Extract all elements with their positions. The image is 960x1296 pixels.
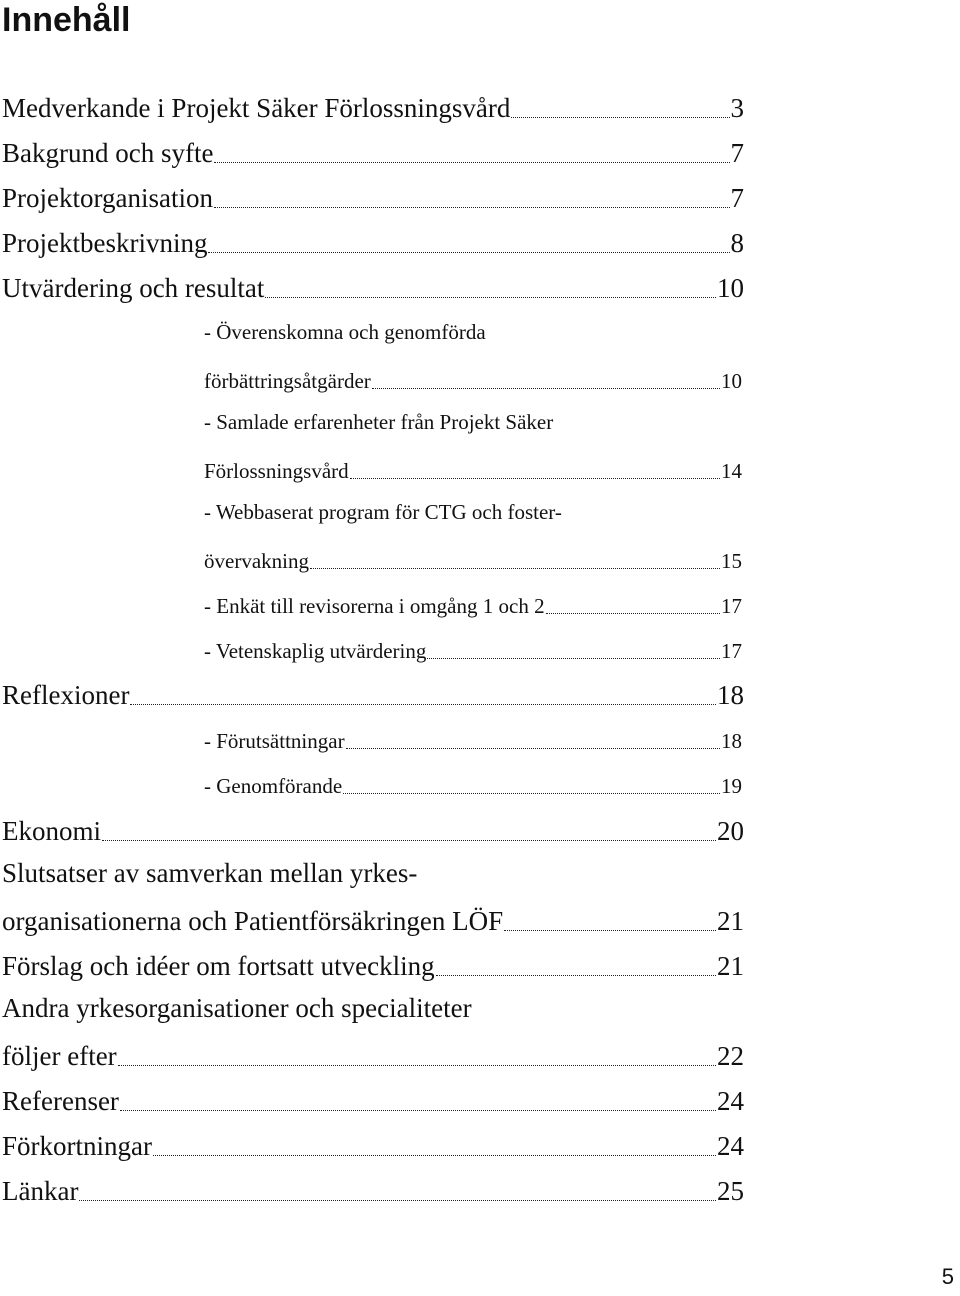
- dot-leader: [265, 297, 716, 298]
- toc-entry-page: 25: [717, 1176, 744, 1206]
- toc-entry-title: följer efter: [2, 1041, 117, 1071]
- toc-entry-page: 24: [717, 1086, 744, 1116]
- toc-entry-page: 17: [721, 594, 742, 618]
- dot-leader: [346, 748, 720, 749]
- toc-entry-page: 10: [717, 273, 744, 303]
- toc-entry[interactable]: [204, 364, 742, 394]
- toc-entry[interactable]: [2, 90, 744, 124]
- toc-entry-continued[interactable]: - Samlade erfarenheter från Projekt Säker: [204, 410, 554, 434]
- dot-leader: [120, 1110, 716, 1111]
- dot-leader: [79, 1200, 716, 1201]
- toc-entry-title: - Enkät till revisorerna i omgång 1 och 2: [204, 594, 545, 618]
- toc-entry-title: Medverkande i Projekt Säker Förlossningsvård: [2, 93, 511, 123]
- toc-entry-page: 17: [721, 639, 742, 663]
- toc-entry-title: organisationerna och Patientförsäkringen LÖF: [2, 906, 504, 936]
- page-number: 5: [941, 1264, 954, 1289]
- dot-leader: [436, 975, 716, 976]
- toc-entry-title: övervakning: [204, 549, 309, 573]
- toc-entry[interactable]: [204, 544, 742, 574]
- toc-entry-continued[interactable]: Slutsatser av samverkan mellan yrkes-: [2, 858, 418, 888]
- toc-entry[interactable]: [2, 813, 744, 847]
- dot-leader: [208, 252, 729, 253]
- toc-entry-page: 22: [717, 1041, 744, 1071]
- toc-entry-title: Länkar: [2, 1176, 79, 1206]
- toc-entry-page: 8: [730, 228, 744, 258]
- toc-entry-title: Förslag och idéer om fortsatt utveckling: [2, 951, 435, 981]
- dot-leader: [427, 658, 720, 659]
- toc-entry-title: Bakgrund och syfte: [2, 138, 214, 168]
- dot-leader: [511, 117, 729, 118]
- toc-entry[interactable]: [2, 180, 744, 214]
- page-title: Innehåll: [2, 1, 131, 39]
- toc-entry[interactable]: [2, 903, 744, 937]
- toc-entry-page: 3: [730, 93, 744, 123]
- toc-entry-title: - Genomförande: [204, 774, 343, 798]
- toc-entry-title: förbättringsåtgärder: [204, 369, 371, 393]
- toc-entry[interactable]: [204, 724, 742, 754]
- toc-entry[interactable]: [2, 135, 744, 169]
- toc-entry[interactable]: [2, 225, 744, 259]
- dot-leader: [153, 1155, 716, 1156]
- dot-leader: [504, 930, 716, 931]
- toc-entry-page: 7: [730, 183, 744, 213]
- toc-entry-page: 18: [717, 680, 744, 710]
- toc-entry-title: Projektbeskrivning: [2, 228, 208, 258]
- toc-entry-title: - Förutsättningar: [204, 729, 345, 753]
- dot-leader: [310, 568, 720, 569]
- toc-entry[interactable]: [2, 1128, 744, 1162]
- toc-entry[interactable]: [204, 454, 742, 484]
- dot-leader: [372, 388, 720, 389]
- toc-entry[interactable]: [2, 948, 744, 982]
- dot-leader: [350, 478, 720, 479]
- toc-entry[interactable]: [2, 1038, 744, 1072]
- toc-entry-title: Referenser: [2, 1086, 119, 1116]
- toc-entry-page: 20: [717, 816, 744, 846]
- toc-entry-continued[interactable]: - Webbaserat program för CTG och foster-: [204, 500, 562, 524]
- toc-entry-page: 14: [721, 459, 742, 483]
- dot-leader: [214, 207, 730, 208]
- dot-leader: [343, 793, 720, 794]
- dot-leader: [118, 1065, 716, 1066]
- toc-entry-page: 15: [721, 549, 742, 573]
- toc-entry-title: Projektorganisation: [2, 183, 213, 213]
- toc-entry[interactable]: [2, 270, 744, 304]
- toc-entry-title: Ekonomi: [2, 816, 101, 846]
- toc-entry-page: 24: [717, 1131, 744, 1161]
- toc-entry-page: 21: [717, 906, 744, 936]
- toc-entry-title: Reflexioner: [2, 680, 130, 710]
- dot-leader: [546, 613, 720, 614]
- toc-entry-page: 21: [717, 951, 744, 981]
- dot-leader: [102, 840, 716, 841]
- toc-entry-title: Utvärdering och resultat: [2, 273, 265, 303]
- toc-entry-continued[interactable]: Andra yrkesorganisationer och specialiteter: [2, 993, 472, 1023]
- toc-entry-page: 10: [721, 369, 742, 393]
- toc-entry-title: Förkortningar: [2, 1131, 152, 1161]
- toc-entry-page: 19: [721, 774, 742, 798]
- toc-entry-continued[interactable]: - Överenskomna och genomförda: [204, 320, 486, 344]
- toc-entry[interactable]: [204, 589, 742, 619]
- toc-entry-page: 7: [730, 138, 744, 168]
- dot-leader: [214, 162, 729, 163]
- toc-entry[interactable]: [2, 1173, 744, 1207]
- toc-entry-title: Förlossningsvård: [204, 459, 349, 483]
- toc-entry[interactable]: [204, 634, 742, 664]
- toc-entry-title: - Vetenskaplig utvärdering: [204, 639, 427, 663]
- toc-entry[interactable]: [2, 677, 744, 711]
- toc-entry-page: 18: [721, 729, 742, 753]
- toc-entry[interactable]: [204, 769, 742, 799]
- dot-leader: [130, 704, 716, 705]
- toc-entry[interactable]: [2, 1083, 744, 1117]
